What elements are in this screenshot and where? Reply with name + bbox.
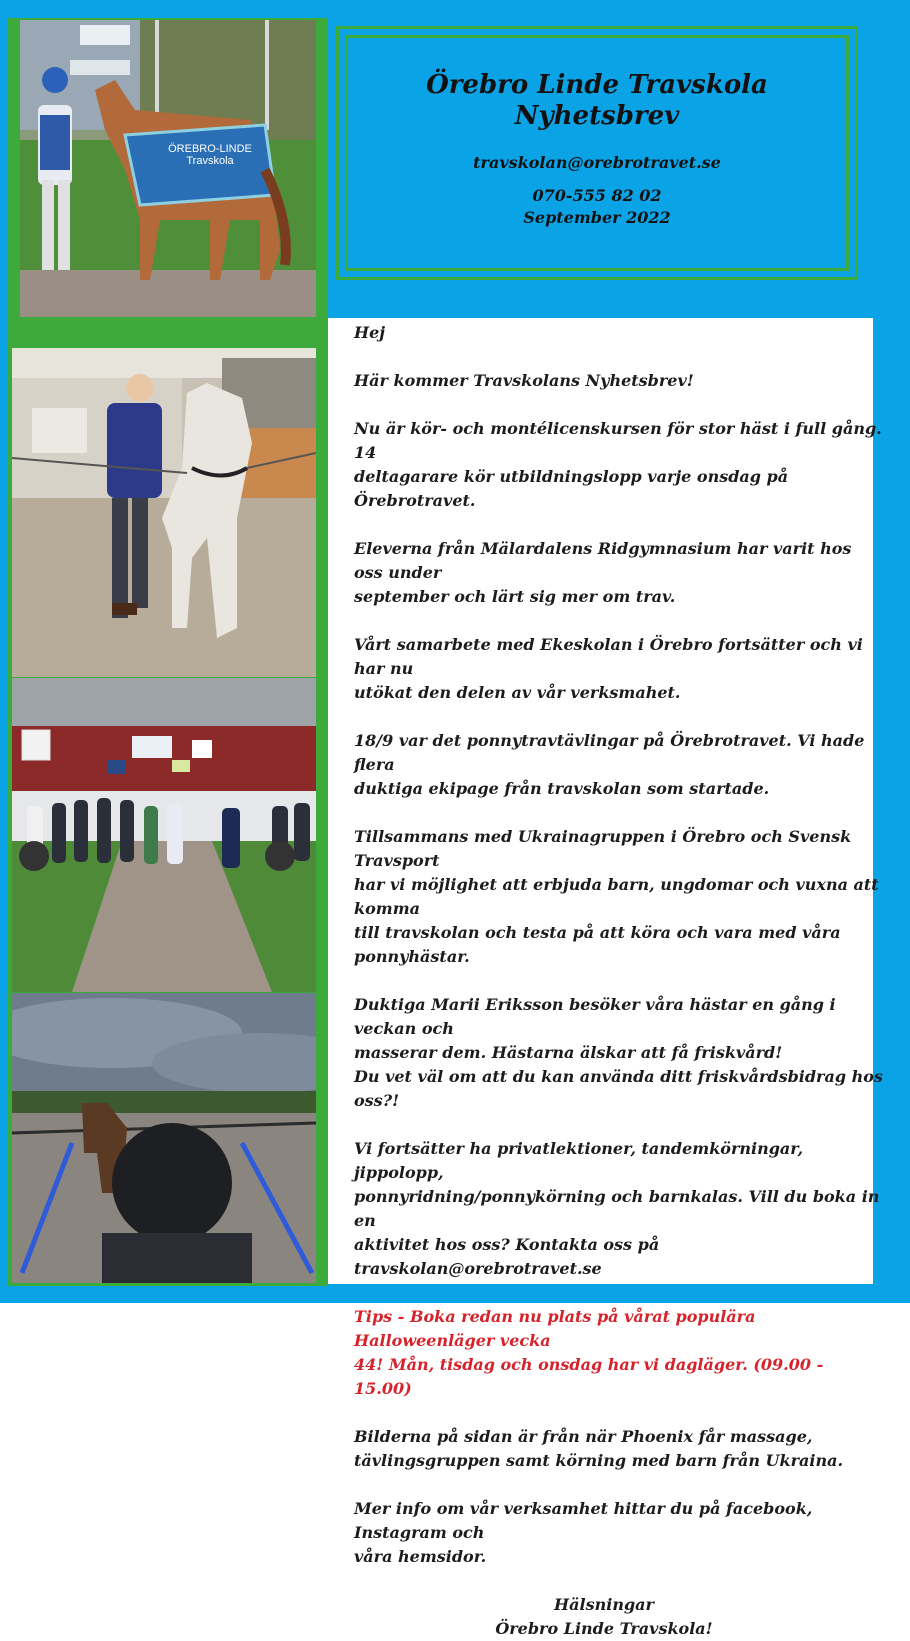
photo-woman-with-white-horse <box>12 348 316 677</box>
header-content <box>345 70 849 227</box>
newsletter-title: Örebro Linde Travskola Nyhetsbrev <box>426 70 768 131</box>
photo-driving-on-track <box>12 993 316 1283</box>
paragraph-massage: Duktiga Marii Eriksson besöker våra hästar en gång i veckan och masserar dem. Hästarna älskar att få friskvård! Du vet väl om att du kan använda ditt friskvårdsbidrag hos oss?! <box>354 995 883 1110</box>
paragraph-license-course: Nu är kör- och montélicenskursen för stor häst i full gång. 14 deltagarare kör utbildningslopp varje onsdag på Örebrotravet. <box>354 419 882 510</box>
paragraph-ponnytrav: 18/9 var det ponnytravtävlingar på Örebrotravet. Vi hade flera duktiga ekipage från travskolan som startade. <box>354 731 865 798</box>
header-date: September 2022 <box>523 208 671 227</box>
header-email: travskolan@orebrotravet.se <box>473 153 721 172</box>
greeting: Hej <box>354 323 386 342</box>
blanket-text: ÖREBRO-LINDE Travskola <box>168 143 252 167</box>
newsletter-body <box>354 321 884 1641</box>
photo-group-at-barn <box>12 678 316 992</box>
paragraph-intro: Här kommer Travskolans Nyhetsbrev! <box>354 371 694 390</box>
paragraph-ukraina: Tillsammans med Ukrainagruppen i Örebro och Svensk Travsport har vi möjlighet att erbjuda barn, ungdomar och vuxna att komma till travskolan och testa på att köra och vara med våra ponnyhästar. <box>354 827 879 966</box>
sign-off-greeting: Hälsningar <box>554 1595 654 1614</box>
paragraph-activities: Vi fortsätter ha privatlektioner, tandemkörningar, jippolopp, ponnyridning/ponnykörning och barnkalas. Vill du boka in en aktivitet hos oss? Kontakta oss på travskolan@orebrotravet.se <box>354 1139 880 1278</box>
header-phone: 070-555 82 02 <box>532 186 662 205</box>
paragraph-more-info: Mer info om vår verksamhet hittar du på facebook, Instagram och våra hemsidor. <box>354 1499 813 1566</box>
paragraph-ridgymnasium: Eleverna från Mälardalens Ridgymnasium har varit hos oss under september och lärt sig mer om trav. <box>354 539 852 606</box>
photo-child-with-horse <box>20 20 316 317</box>
paragraph-photos: Bilderna på sidan är från när Phoenix får massage, tävlingsgruppen samt körning med barn från Ukraina. <box>354 1427 844 1470</box>
paragraph-ekeskolan: Vårt samarbete med Ekeskolan i Örebro fortsätter och vi har nu utökat den delen av vår verksmahet. <box>354 635 863 702</box>
sign-off-name: Örebro Linde Travskola! <box>495 1619 713 1638</box>
tips-paragraph: Tips - Boka redan nu plats på vårat populära Halloweenläger vecka 44! Mån, tisdag och onsdag har vi dagläger. (09.00 - 15.00) <box>354 1307 824 1398</box>
